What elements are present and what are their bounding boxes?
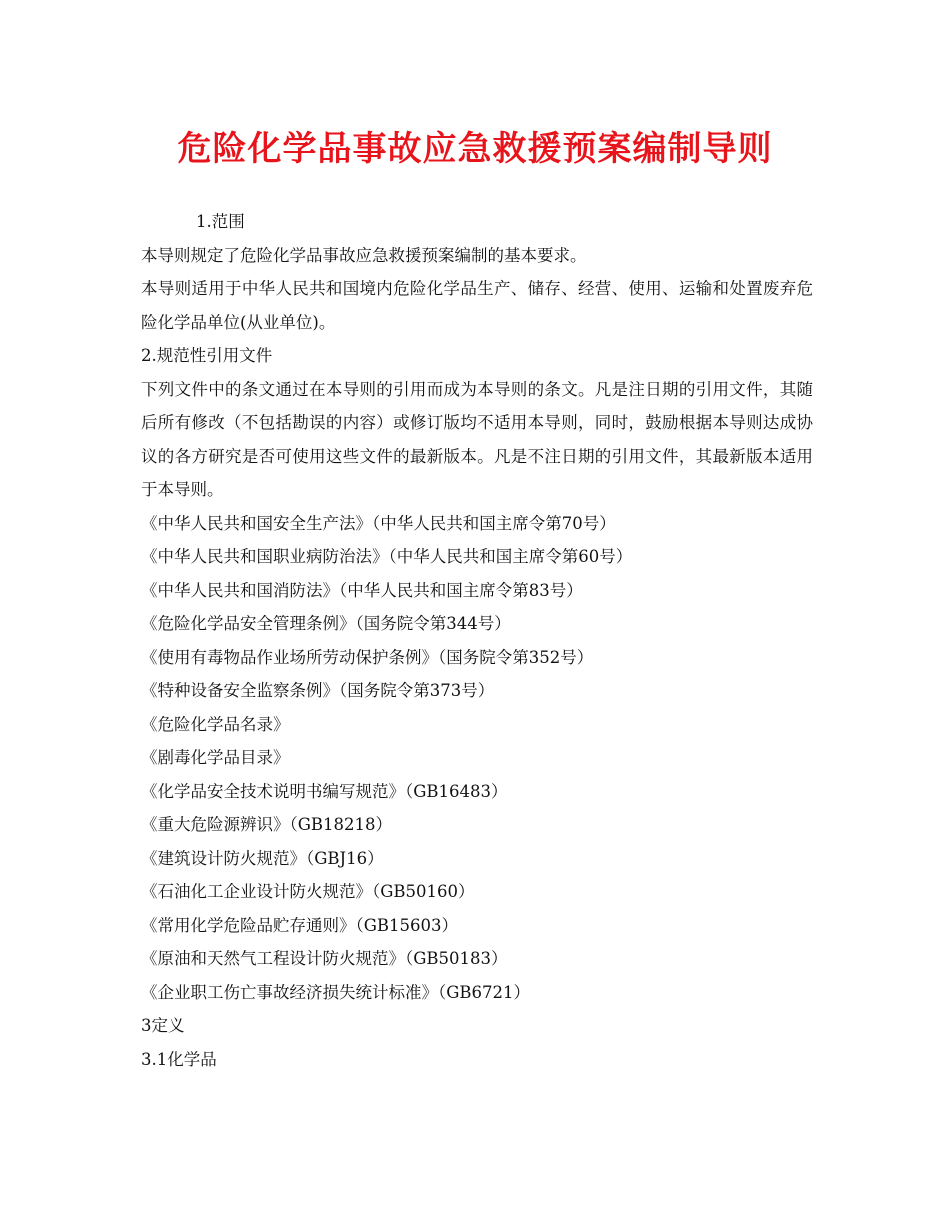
reference-item: 《企业职工伤亡事故经济损失统计标准》（GB6721） (141, 982, 531, 1002)
paragraph: 下列文件中的条文通过在本导则的引用而成为本导则的条文。凡是注日期的引用文件，其随后所有修改（不包括勘误的内容）或修订版均不适用本导则，同时，鼓励根据本导则达成协议的各方研究是否可使用这些文件的最新版本。凡是不注日期的引用文件，其最新版本适用于本导则。 (141, 379, 813, 499)
reference-item: 《危险化学品安全管理条例》（国务院令第344号） (141, 614, 511, 633)
document-body (141, 205, 813, 1076)
reference-item: 《化学品安全技术说明书编写规范》（GB16483） (141, 781, 508, 801)
reference-item: 《中华人民共和国消防法》（中华人民共和国主席令第83号） (141, 580, 583, 600)
document-title: 危险化学品事故应急救援预案编制导则 (177, 129, 773, 169)
reference-item: 《危险化学品名录》 (141, 714, 290, 734)
reference-item: 《剧毒化学品目录》 (141, 748, 290, 767)
subsection-heading-chemicals: 3.1化学品 (141, 1049, 217, 1069)
reference-item: 《重大危险源辨识》（GB18218） (141, 815, 393, 834)
reference-item: 《原油和天然气工程设计防火规范》（GB50183） (141, 949, 508, 968)
reference-item: 《中华人民共和国安全生产法》（中华人民共和国主席令第70号） (141, 513, 616, 533)
section-heading-definitions: 3定义 (141, 1016, 185, 1035)
reference-item: 《使用有毒物品作业场所劳动保护条例》（国务院令第352号） (141, 647, 594, 667)
section-heading-references: 2.规范性引用文件 (141, 346, 273, 365)
reference-item: 《常用化学危险品贮存通则》（GB15603） (141, 915, 459, 935)
paragraph: 本导则适用于中华人民共和国境内危险化学品生产、储存、经营、使用、运输和处置废弃危险化学品单位(从业单位)。 (141, 279, 813, 332)
paragraph: 本导则规定了危险化学品事故应急救援预案编制的基本要求。 (141, 245, 587, 265)
section-heading-scope: 1.范围 (196, 212, 245, 231)
reference-item: 《石油化工企业设计防火规范》（GB50160） (141, 882, 475, 901)
reference-item: 《中华人民共和国职业病防治法》（中华人民共和国主席令第60号） (141, 547, 633, 566)
reference-item: 《特种设备安全监察条例》（国务院令第373号） (141, 681, 495, 700)
reference-item: 《建筑设计防火规范》（GBJ16） (141, 848, 384, 868)
